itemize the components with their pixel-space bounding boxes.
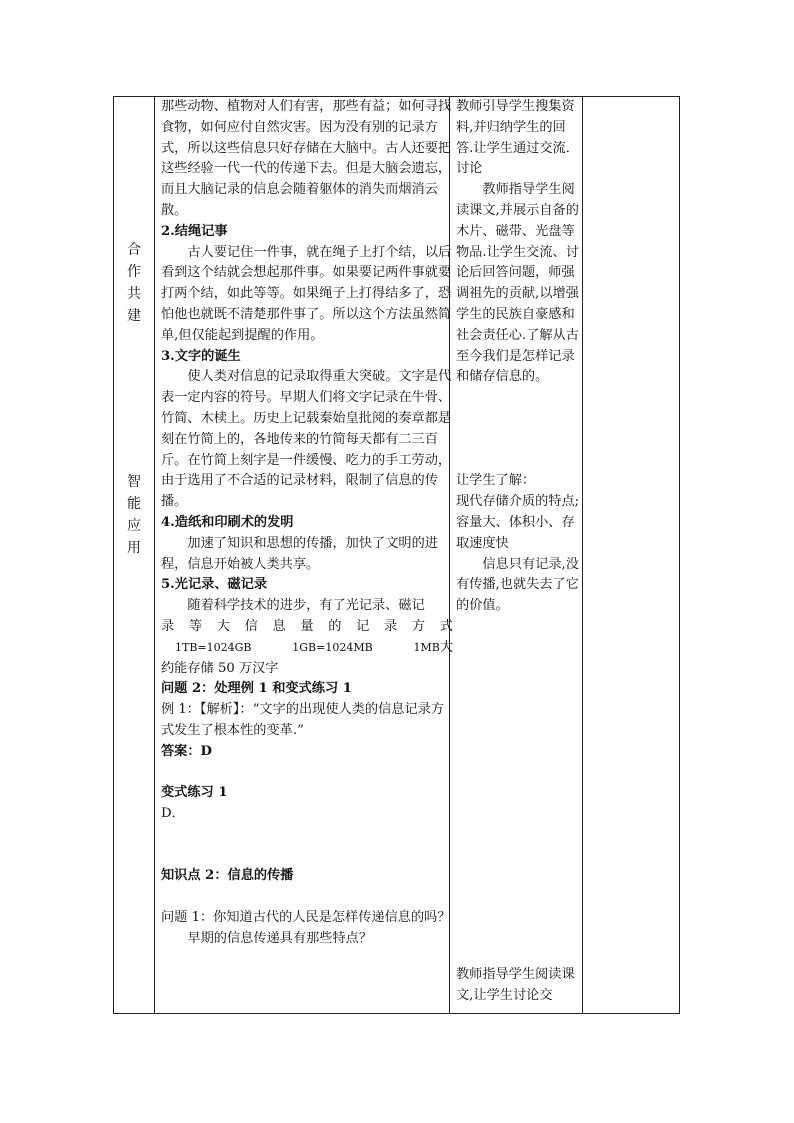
heading-paper-printing: 4.造纸和印刷术的发明	[161, 514, 294, 530]
paragraph-storage-capacity: 约能存储 50 万汉字	[161, 660, 279, 676]
spacer	[161, 763, 453, 784]
note-guide-reading: 教师指导学生阅读课文,让学生讨论交	[456, 967, 575, 1003]
paragraph-writing: 使人类对信息的记录取得重大突破。文字是代表一定内容的符号。早期人们将文字记录在牛骨、竹简、木椟上。历史上记载秦始皇批阅的奏章都是刻在竹简上的，各地传来的竹简每天都有二三百斤。在竹简上刻字是一件缓慢、吃力的手工劳动，由于选用了不合适的记录材料，限制了信息的传播。	[161, 369, 452, 510]
note-read-text: 教师指导学生阅读课文,并展示自备的木片、磁带、光盘等物品.让学生交流、讨论后回答问题，师强调祖先的贡献,以增强学生的民族自豪感和社会责任心.了解从古至今我们是怎样记录和储存信息的。	[456, 182, 579, 385]
spacer	[161, 825, 453, 846]
note-bottom-block	[456, 965, 580, 1007]
column-divider	[154, 97, 155, 1013]
spacer	[456, 451, 580, 472]
paragraph-paper-printing: 加速了知识和思想的传播，加快了文明的进程，信息开始被人类共享。	[161, 535, 438, 572]
variant-exercise-title: 变式练习 1	[161, 785, 228, 801]
column-divider	[582, 97, 583, 1013]
question-1: 问题 1：你知道古代的人民是怎样传递信息的吗？早期的信息传递具有那些特点？	[161, 910, 451, 946]
storage-units-line	[161, 638, 453, 659]
heading-knot-recording: 2.结绳记事	[161, 223, 228, 239]
spacer	[456, 388, 580, 409]
variant-exercise-answer: D．	[161, 806, 185, 822]
unit-mb: 1MB	[413, 640, 440, 654]
note-info-value: 信息只有记录,没有传播,也就失去了它的价值。	[456, 556, 579, 614]
paragraph-memory: 那些动物、植物对人们有害，那些有益；如何寻找食物，如何应付自然灾害。因为没有别的记录方式，所以这些信息只好存储在大脑中。古人还要把这些经验一代一代的传递下去。但是大脑会遗忘，而且大脑记录的信息会随着躯体的消失而烟消云散。	[161, 99, 452, 218]
paragraph-optical-magnetic-cont: 录 等 大 信 息 量 的 记 录 方 式	[161, 618, 453, 634]
note-modern-storage: 现代存储介质的特点; 容量大、体积小、存取速度快	[456, 494, 584, 551]
example-1: 例 1：【解析】：“文字的出现使人类的信息记录方式发生了根本性的变革.”	[161, 702, 445, 738]
spacer	[456, 409, 580, 430]
paragraph-knot-recording: 古人要记住一件事，就在绳子上打个结，以后看到这个结就会想起那件事。如果要记两件事就要打两个结，如此等等。如果绳子上打得结多了，恐怕他也就既不清楚那件事了。所以这个方法虽然简单,但仅能起到提醒的作用。	[161, 244, 452, 343]
note-let-students-know: 让学生了解：	[456, 473, 536, 489]
heading-optical-magnetic: 5.光记录、磁记录	[161, 577, 268, 593]
answer: 答案：D	[161, 743, 212, 759]
note-collect-info: 教师引导学生搜集资料,并归纳学生的回答.让学生通过交流．讨论	[456, 99, 579, 177]
content-cell	[161, 97, 453, 1013]
unit-tb: 1TB=1024GB	[175, 640, 252, 654]
unit-mb-group	[413, 638, 453, 659]
spacer	[456, 430, 580, 451]
spacer	[161, 846, 453, 867]
spacer	[161, 887, 453, 908]
teacher-notes-cell	[456, 97, 584, 1013]
question-2: 问题 2：处理例 1 和变式练习 1	[161, 681, 352, 697]
unit-tail: 大	[439, 639, 453, 655]
paragraph-optical-magnetic: 随着科学技术的进步，有了光记录、磁记	[187, 598, 425, 614]
unit-gb: 1GB=1024MB	[292, 640, 373, 654]
stage-label-cooperation: 合 作 共 建	[127, 242, 141, 324]
heading-writing: 3.文字的诞生	[161, 348, 241, 364]
knowledge-point-2: 知识点 2：信息的传播	[161, 868, 294, 884]
lesson-table	[113, 96, 680, 1014]
stage-label-application: 智 能 应 用	[127, 474, 141, 556]
